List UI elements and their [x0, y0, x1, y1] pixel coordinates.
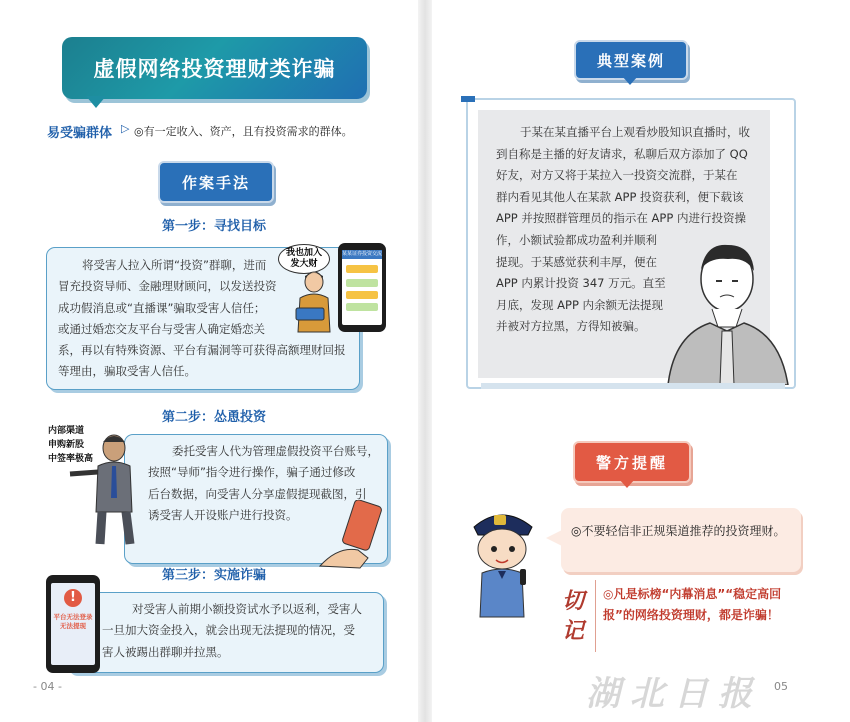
speech-bubble: 我也加入 发大财 — [278, 244, 330, 274]
scammer-man-illustration — [60, 428, 144, 548]
alert-icon: ! — [64, 589, 82, 607]
case-heading-tail — [622, 76, 638, 85]
step-1-label: 第一步：寻找目标 — [162, 219, 267, 234]
method-heading: 作案手法 — [158, 161, 274, 203]
phone-alert-screen: ! 平台无法登录 无法提现 — [51, 583, 95, 665]
step-3-text: 对受害人前期小额投资试水予以返利，受害人 一旦加大资金投入，就会出现无法提现的情况，受 害人被踢出群聊并拉黑。 — [102, 602, 362, 659]
case-heading: 典型案例 — [574, 40, 688, 80]
remember-text: ◎凡是标榜“内幕消息”“稳定高回报”的网络投资理财，都是诈骗！ — [603, 587, 782, 622]
remember-label: 切记 — [562, 588, 585, 644]
step-1-text: 将受害人拉入所谓“投资”群聊，进而 冒充投资导师、金融理财顾问，以发送投资 成功假消息或“直播课”骗取受害人信任； 或通过婚恋交友平台与受害人确定婚恋关 系，再以有特殊资源、平台有漏洞等可获得高额理财回报 等理由，骗取受害人信任。 — [58, 258, 346, 379]
warning-bubble-tail — [546, 530, 562, 546]
case-frame-shadow — [481, 383, 785, 389]
warning-heading-tail — [619, 479, 635, 488]
step-2-label: 第二步：怂恿投资 — [162, 410, 267, 425]
case-frame-corner — [461, 96, 475, 102]
page-number-right: 05 — [774, 680, 788, 693]
phone-screen: 某某证券投资交流群 — [342, 250, 382, 325]
investor-man-illustration — [290, 270, 342, 336]
warning-text: ◎不要轻信非正规渠道推荐的投资理财。 — [571, 524, 786, 538]
warning-heading: 警方提醒 — [573, 441, 691, 483]
case-text: 于某在某直播平台上观看炒股知识直播时，收 到自称是主播的好友请求，私聊后双方添加了 QQ 好友，对方又将于某拉入一投资交流群，于某在 群内看见其他人在某款 APP 投资获利，便下载该 APP 并按照群管理员的指示在 APP 内进行投资操 作，小额试验都成功盈利并顺利 提现。于某感觉获利丰厚，便在 APP 内累计投资 347 万元。直至 月底，发现 APP 内余额无法提现 并被对方拉黑，方得知被骗。 — [496, 125, 750, 334]
page-title: 虚假网络投资理财类诈骗 — [93, 57, 336, 81]
victim-man-illustration — [662, 235, 792, 385]
triangle-right-icon: ▷ — [121, 122, 130, 135]
scam-sign-text: 内部渠道 申购新股 中签率极高 — [48, 426, 94, 464]
watermark-logo: 湖北日报 — [586, 674, 762, 714]
victim-group-text: ◎有一定收入、资产，且有投资需求的群体。 — [134, 125, 353, 138]
book-spine — [418, 0, 432, 722]
hand-phone-illustration — [318, 500, 384, 570]
page-number-left: - 04 - — [33, 680, 62, 693]
police-officer-illustration — [458, 505, 546, 621]
step-2-text: 委托受害人代为管理虚假投资平台账号， 按照“导师”指令进行操作，骗子通过修改 后台数据，向受害人分享虚假提现截图，引 诱受害人开设账户进行投资。 — [148, 444, 379, 522]
step-3-label: 第三步：实施诈骗 — [162, 568, 267, 583]
victim-group-label: 易受骗群体 — [47, 126, 113, 141]
